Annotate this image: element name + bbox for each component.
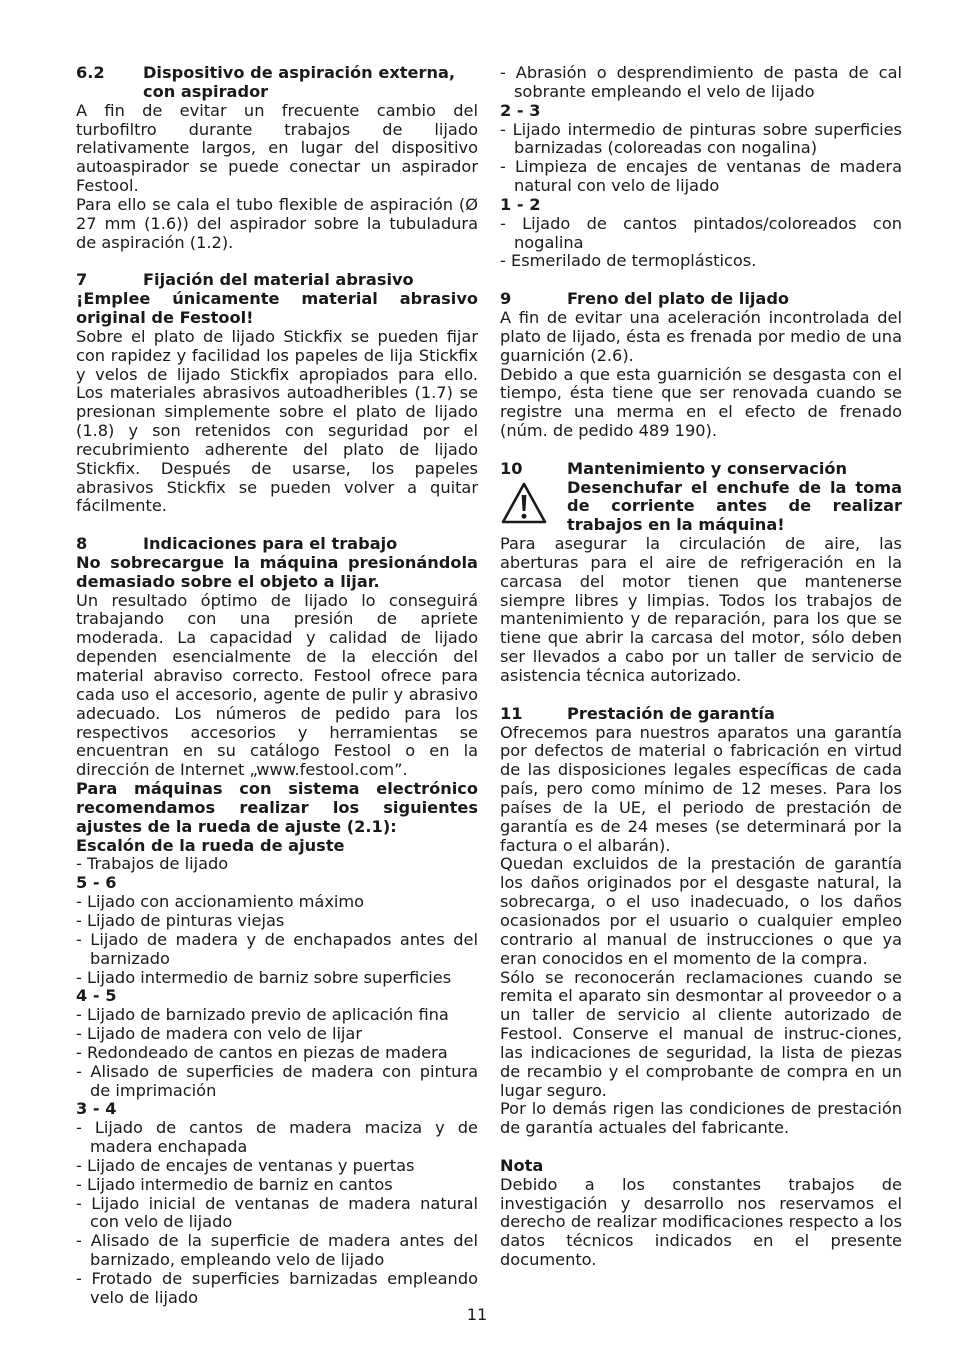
paragraph: Sólo se reconocerán reclamaciones cuando se remita el aparato sin desmontar al proveedor o a un taller de servicio al cliente autorizado de Festool. Conserve el manual de instruc-ciones, las indicaciones de seguridad, la lista de piezas de recambio y el comprobante de compra en un lugar seguro. — [500, 967, 902, 1100]
list-item: - Lijado de cantos pintados/coloreados con nogalina — [500, 213, 902, 252]
section-number: 10 — [500, 458, 523, 478]
setting-level: 3 - 4 — [76, 1099, 117, 1119]
section-8-heading — [76, 535, 478, 554]
section-number: 7 — [76, 270, 88, 290]
list-item: - Limpieza de encajes de ventanas de madera natural con velo de lijado — [500, 157, 902, 196]
paragraph: Ofrecemos para nuestros aparatos una garantía por defectos de material o fabricación en virtud de las disposiciones legales específicas de cada país, pero como mínimo de 12 meses. Para los países de la UE, el periodo de prestación de garantía es de 24 meses (se determinará por la factura o el albarán). — [500, 722, 902, 855]
settings-table-head: Escalón de la rueda de ajuste — [76, 835, 345, 855]
paragraph: Un resultado óptimo de lijado lo conseguirá trabajando con una presión de apriete moderada. La capacidad y calidad de lijado dependen esencialmente de la elección del material abraviso correcto. Festool ofrece para cada uso el accesorio, agente de pulir y abrasivo adecuado. Los números de pedido para los respectivos accesorios y herramientas se encuentran en su catálogo Festool o en la dirección de Internet „www.festool.com”. — [76, 590, 478, 780]
list-item: - Lijado inicial de ventanas de madera natural con velo de lijado — [76, 1193, 478, 1232]
list-item: - Abrasión o desprendimiento de pasta de cal sobrante empleando el velo de lijado — [500, 63, 902, 101]
setting-level: 1 - 2 — [500, 194, 541, 214]
section-11-heading — [500, 705, 902, 724]
warning-text: ¡Emplee únicamente material abrasivo original de Festool! — [76, 289, 478, 327]
paragraph: A fin de evitar una aceleración incontrolada del plato de lijado, ésta es frenada por medio de una guarnición (2.6). — [500, 307, 902, 365]
section-6-2-heading — [76, 64, 478, 102]
section-number: 8 — [76, 534, 88, 554]
section-number: 9 — [500, 289, 512, 309]
list-item: - Esmerilado de termoplásticos. — [500, 251, 757, 271]
warning-text: Desenchufar el enchufe de la toma de corriente antes de realizar trabajos en la máquina! — [567, 477, 902, 535]
note-title: Nota — [500, 1155, 544, 1175]
section-title: Mantenimiento y conservación — [567, 458, 848, 478]
paragraph: A fin de evitar un frecuente cambio del turbofiltro durante trabajos de lijado relativamente largos, en lugar del dispositivo autoaspirador se puede conectar un aspirador Festool. — [76, 100, 478, 196]
paragraph: Para ello se cala el tubo flexible de aspiración (Ø 27 mm (1.6)) del aspirador sobre la tubuladura de aspiración (1.2). — [76, 194, 478, 252]
list-item: - Lijado de barnizado previo de aplicación fina — [76, 1005, 449, 1025]
paragraph: Por lo demás rigen las condiciones de prestación de garantía actuales del fabricante. — [500, 1099, 902, 1138]
page-number: 11 — [466, 1305, 488, 1324]
list-item: - Lijado con accionamiento máximo — [76, 892, 365, 912]
section-10-heading — [500, 460, 902, 479]
list-item: - Lijado intermedio de barniz en cantos — [76, 1174, 393, 1194]
list-item: - Lijado de cantos de madera maciza y de madera enchapada — [76, 1118, 478, 1157]
list-item: - Alisado de superficies de madera con pintura de imprimación — [76, 1061, 478, 1100]
right-column — [500, 64, 902, 1270]
paragraph: Sobre el plato de lijado Stickfix se pueden fijar con rapidez y facilidad los papeles de lija Stickfix y velos de lijado Stickfix apropiados para ello. Los materiales abrasivos autoadheribles (1.7) se presionan simplemente sobre el plato de lijado (1.8) y son retenidos con seguridad por el recubrimiento adherente del plato de lijado Stickfix. Después de usarse, los papeles abrasivos Stickfix se pueden volver a quitar fácilmente. — [76, 326, 478, 516]
paragraph: Para asegurar la circulación de aire, las aberturas para el aire de refrigeración en la carcasa del motor tienen que mantenerse siempre libres y limpias. Todos los trabajos de mantenimiento y de reparación, para los que se tiene que abrir la carcasa del motor, sólo deben ser llevados a cabo por un taller de servicio de asistencia técnica autorizado. — [500, 534, 902, 685]
warning-text: No sobrecargue la máquina presionándola demasiado sobre el objeto a lijar. — [76, 552, 478, 591]
section-7-heading — [76, 271, 478, 290]
warning-triangle-icon — [500, 479, 567, 536]
section-number: 11 — [500, 703, 523, 723]
list-item: - Frotado de superficies barnizadas empleando velo de lijado — [76, 1269, 478, 1307]
list-item: - Lijado de madera con velo de lijar — [76, 1024, 363, 1044]
recommendation-text: Para máquinas con sistema electrónico recomendamos realizar los siguientes ajustes de la rueda de ajuste (2.1): — [76, 779, 478, 836]
paragraph: Quedan excluidos de la prestación de garantía los daños originados por el desgaste natural, la sobrecarga, o el uso inadecuado, o los daños ocasionados por el usuario o cualquier empleo contrario al manual de instrucciones o que ya eran conocidos en el momento de la compra. — [500, 854, 902, 968]
list-item: - Lijado de encajes de ventanas y puertas — [76, 1155, 415, 1175]
settings-table-head-item: - Trabajos de lijado — [76, 854, 229, 874]
paragraph: Debido a los constantes trabajos de investigación y desarrollo nos reservamos el derecho de realizar modificaciones respecto a los datos técnicos indicados en el presente documento. — [500, 1174, 902, 1270]
list-item: - Redondeado de cantos en piezas de madera — [76, 1042, 448, 1062]
section-title: Indicaciones para el trabajo — [143, 534, 398, 554]
list-item: - Lijado intermedio de pinturas sobre superficies barnizadas (coloreadas con nogalina) — [500, 119, 902, 158]
section-title: Freno del plato de lijado — [567, 289, 790, 309]
section-title: Dispositivo de aspiración externa, con aspirador — [143, 63, 456, 101]
list-item: - Lijado de madera y de enchapados antes del barnizado — [76, 929, 478, 968]
setting-level: 5 - 6 — [76, 873, 117, 893]
setting-level: 2 - 3 — [500, 100, 541, 120]
section-number: 6.2 — [76, 63, 105, 82]
list-item: - Lijado intermedio de barniz sobre superficies — [76, 967, 452, 987]
list-item: - Lijado de pinturas viejas — [76, 910, 285, 930]
list-item: - Alisado de la superficie de madera antes del barnizado, empleando velo de lijado — [76, 1231, 478, 1270]
left-column — [76, 64, 478, 1308]
paragraph: Debido a que esta guarnición se desgasta con el tiempo, ésta tiene que ser renovada cuando se registre una merma en el efecto de frenado (núm. de pedido 489 190). — [500, 364, 902, 441]
section-title: Fijación del material abrasivo — [143, 270, 414, 290]
maintenance-warning — [500, 479, 902, 536]
section-title: Prestación de garantía — [567, 703, 775, 723]
setting-level: 4 - 5 — [76, 986, 117, 1006]
section-9-heading — [500, 290, 902, 309]
